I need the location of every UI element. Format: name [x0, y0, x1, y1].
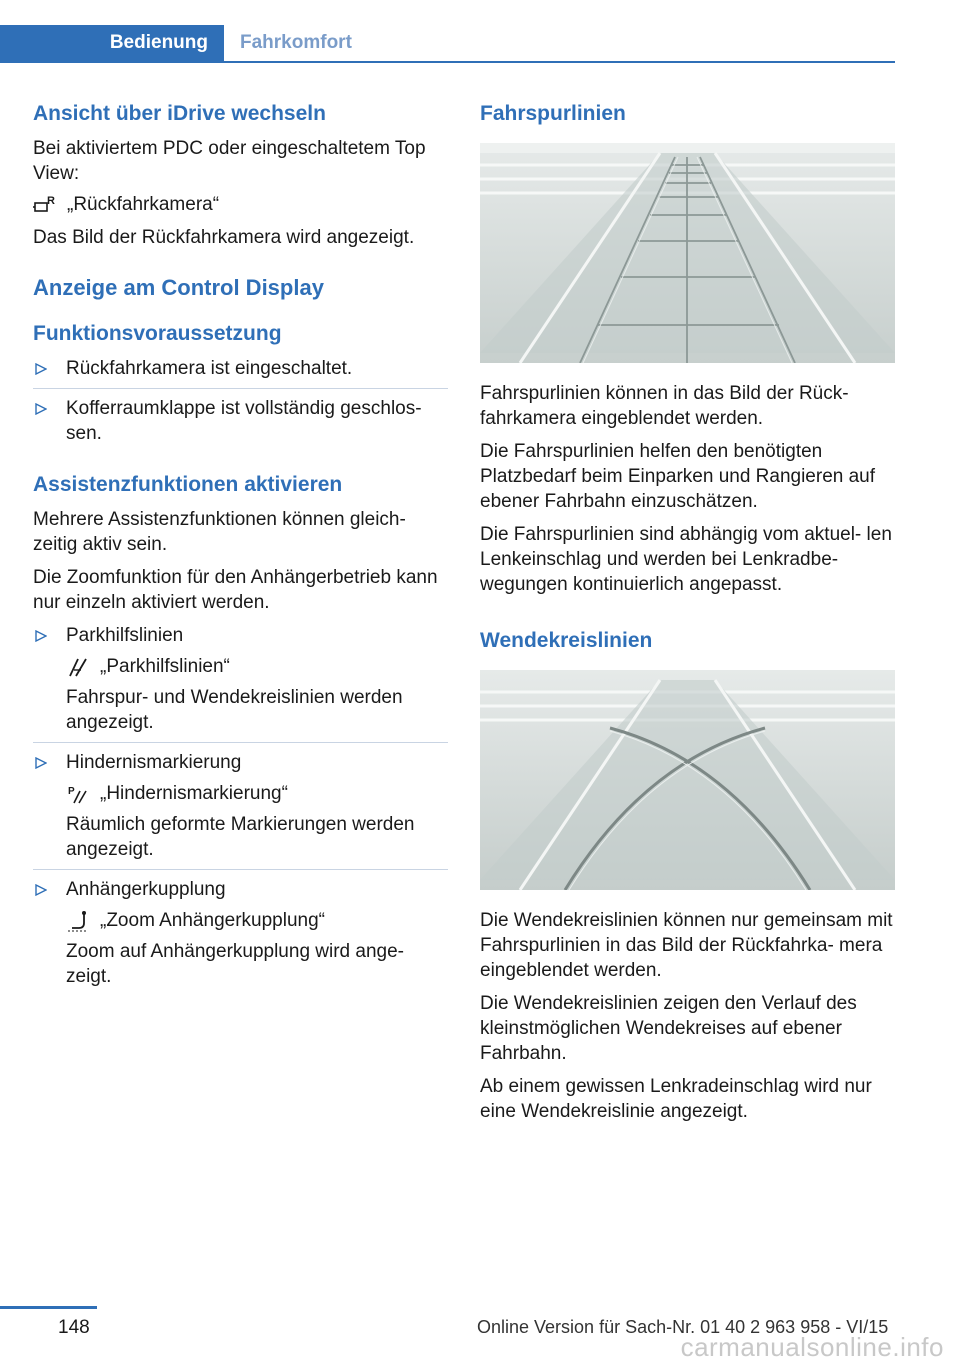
triangle-bullet-icon [35, 757, 47, 769]
menu-zoom-trailer: „Zoom Anhängerkupplung“ [66, 908, 448, 933]
list-item: Anhängerkupplung „Zoom Anhängerkupplung“ Zoom auf Anhängerkupplung wird ange‐ zeigt. [33, 877, 448, 996]
turn-p3: Ab einem gewissen Lenkradeinschlag wird nur eine Wendekreislinie angezeigt. [480, 1076, 872, 1122]
turn-p2: Die Wendekreislinien zeigen den Verlauf des kleinstmöglichen Wendekreises auf ebener Fahrbahn. [480, 993, 857, 1064]
heading-switch-view: Ansicht über iDrive wechseln [33, 102, 326, 125]
turn-p1: Die Wendekreislinien können nur gemeinsam mit Fahrspurlinien in das Bild der Rückfahrka‐ mera eingeblendet werden. [480, 910, 893, 981]
page-number: 148 [58, 1317, 90, 1338]
tab-bedienung[interactable]: Bedienung [0, 25, 224, 61]
triangle-bullet-icon [35, 403, 47, 415]
list-item: Parkhilfslinien „Parkhilfslinien“ Fahrspur- und Wendekreislinien werden angezeigt. [33, 623, 448, 743]
trailer-hitch-icon [66, 910, 90, 932]
assist-p1: Mehrere Assistenzfunktionen können gleich‐ zeitig aktiv sein. [33, 509, 406, 555]
heading-assist-functions: Assistenzfunktionen aktivieren [33, 473, 343, 496]
heading-prerequisite: Funktionsvoraussetzung [33, 322, 282, 345]
menu-parking-lines: „Parkhilfslinien“ [66, 654, 448, 679]
lanes-p2: Die Fahrspurlinien helfen den benötigten Platzbedarf beim Einparken und Rangieren auf ebener Fahrbahn einzuschätzen. [480, 441, 876, 512]
heading-turning-lines: Wendekreislinien [480, 629, 653, 652]
turning-circle-figure [480, 670, 895, 890]
heading-control-display: Anzeige am Control Display [33, 275, 324, 300]
parking-lines-icon [66, 656, 90, 678]
lanes-p3: Die Fahrspurlinien sind abhängig vom aktuel‐ len Lenkeinschlag und werden bei Lenkradbe‐ wegungen kontinuierlich angepasst. [480, 524, 892, 595]
triangle-bullet-icon [35, 630, 47, 642]
chapter-tabs [0, 25, 895, 63]
switch-result: Das Bild der Rückfahrkamera wird angezeigt. [33, 227, 415, 248]
triangle-bullet-icon [35, 363, 47, 375]
svg-text:R: R [47, 194, 55, 207]
assist-list [33, 623, 448, 996]
tab-fahrkomfort[interactable]: Fahrkomfort [240, 32, 352, 53]
rear-camera-icon [33, 194, 57, 216]
list-item: Kofferraumklappe ist vollständig geschlos‐ sen. [33, 396, 448, 453]
menu-rear-camera-label: „Rückfahrkamera“ [67, 194, 220, 215]
triangle-bullet-icon [35, 884, 47, 896]
obstacle-marking-icon [66, 783, 90, 805]
heading-lane-lines: Fahrspurlinien [480, 102, 626, 125]
online-version: Online Version für Sach-Nr. 01 40 2 963 958 - VI/15 [477, 1317, 889, 1337]
list-item: Rückfahrkamera ist eingeschaltet. [33, 356, 448, 389]
lanes-p1: Fahrspurlinien können in das Bild der Rück‐ fahrkamera eingeblendet werden. [480, 383, 849, 429]
svg-text:P: P [68, 785, 75, 797]
switch-intro: Bei aktiviertem PDC oder eingeschaltetem Top View: [33, 138, 426, 184]
left-column [33, 100, 448, 1003]
watermark: carmanualsonline.info [680, 1332, 944, 1362]
assist-p2: Die Zoomfunktion für den Anhängerbetrieb kann nur einzeln aktiviert werden. [33, 567, 438, 613]
footer-rule [0, 1306, 97, 1309]
right-column [480, 100, 895, 1124]
lane-lines-figure [480, 143, 895, 363]
menu-obstacle-marking: P „Hindernismarkierung“ [68, 783, 288, 804]
list-item: Hindernismarkierung P „Hindernismarkierung“ Räumlich geformte Markierungen werden angezeigt. [33, 750, 448, 870]
prerequisite-list [33, 356, 448, 453]
menu-rear-camera [33, 192, 448, 217]
